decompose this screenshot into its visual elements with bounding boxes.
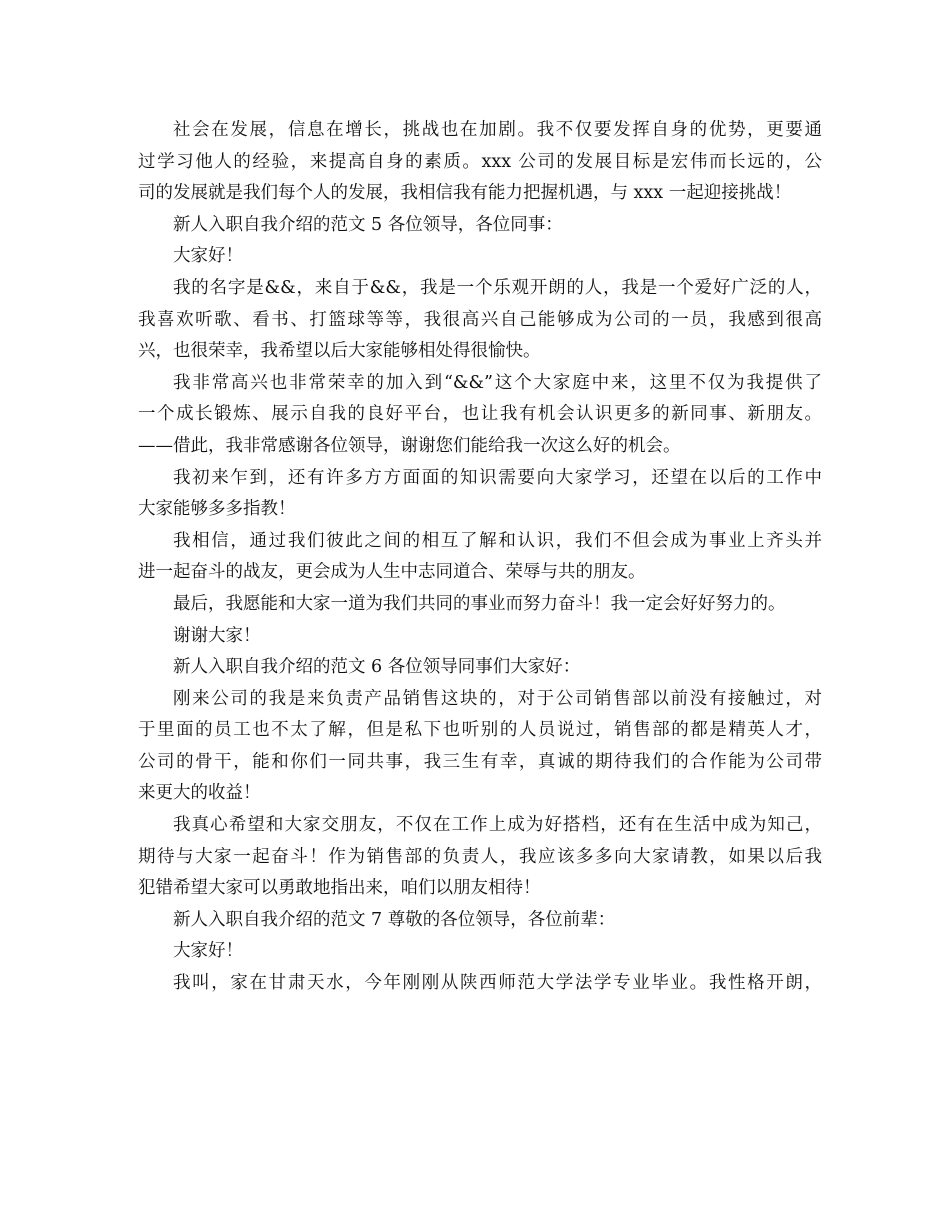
text-line: 期待与大家一起奋斗！作为销售部的负责人，我应该多多向大家请教，如果以后我 (138, 846, 822, 867)
text-line: 兴，也很荣幸，我希望以后大家能够相处得很愉快。 (138, 341, 541, 362)
text-line: 最后，我愿能和大家一道为我们共同的事业而努力奋斗！我一定会好好努力的。 (173, 593, 786, 614)
text-line: 新人入职自我介绍的范文 5 各位领导，各位同事： (173, 214, 563, 235)
text-line: 大家好！ (173, 941, 243, 962)
text-line: 社会在发展，信息在增长，挑战也在加剧。我不仅要发挥自身的优势，更要通 (173, 120, 822, 140)
text-line: 公司的骨干，能和你们一同共事，我三生有幸，真诚的期待我们的合作能为公司带 (138, 751, 822, 772)
text-line: ——借此，我非常感谢各位领导，谢谢您们能给我一次这么好的机会。 (138, 435, 681, 456)
document-body (138, 115, 822, 1000)
text-line: 我真心希望和大家交朋友，不仅在工作上成为好搭档，还有在生活中成为知己， (173, 815, 822, 836)
text-line: 于里面的员工也不太了解，但是私下也听别的人员说过，销售部的都是精英人才， (138, 720, 822, 741)
text-line: 进一起奋斗的战友，更会成为人生中志同道合、荣辱与共的朋友。 (138, 562, 646, 583)
text-line: 大家能够多多指教！ (138, 499, 296, 520)
text-line: 一个成长锻炼、展示自我的良好平台，也让我有机会认识更多的新同事、新朋友。 (138, 404, 822, 425)
text-line: 我初来乍到，还有许多方方面面的知识需要向大家学习，还望在以后的工作中 (173, 467, 822, 488)
text-line: 我喜欢听歌、看书、打篮球等等，我很高兴自己能够成为公司的一员，我感到很高 (138, 309, 822, 330)
text-line: 我的名字是&&，来自于&&，我是一个乐观开朗的人，我是一个爱好广泛的人， (173, 277, 822, 298)
text-line: 我非常高兴也非常荣幸的加入到“&&”这个大家庭中来，这里不仅为我提供了 (173, 372, 822, 393)
text-line: 犯错希望大家可以勇敢地指出来，咱们以朋友相待！ (138, 878, 541, 899)
text-line: 我相信，通过我们彼此之间的相互了解和认识，我们不但会成为事业上齐头并 (173, 530, 822, 551)
text-line: 来更大的收益！ (138, 783, 261, 804)
text-line: 司的发展就是我们每个人的发展，我相信我有能力把握机遇，与 xxx 一起迎接挑战！ (138, 183, 792, 204)
text-line: 大家好！ (173, 246, 243, 267)
text-line: 刚来公司的我是来负责产品销售这块的，对于公司销售部以前没有接触过，对 (173, 688, 822, 709)
text-line: 过学习他人的经验，来提高自身的素质。xxx 公司的发展目标是宏伟而长远的，公 (138, 151, 822, 172)
text-line: 新人入职自我介绍的范文 7 尊敬的各位领导，各位前辈： (173, 909, 616, 930)
text-line: 我叫，家在甘肃天水，今年刚刚从陕西师范大学法学专业毕业。我性格开朗， (173, 973, 822, 994)
text-line: 谢谢大家！ (173, 625, 261, 646)
text-line: 新人入职自我介绍的范文 6 各位领导同事们大家好： (173, 657, 581, 678)
